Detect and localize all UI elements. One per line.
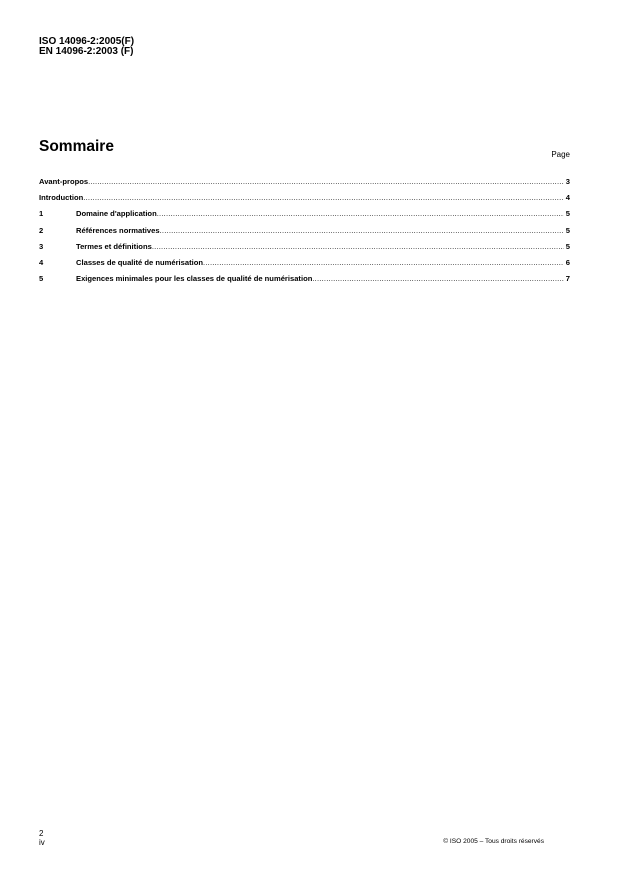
footer-page-number bbox=[39, 829, 45, 847]
document-header bbox=[39, 37, 134, 57]
dot-leader bbox=[312, 274, 563, 283]
page-number-arabic: 2 bbox=[39, 829, 44, 838]
toc-entry-number: 5 bbox=[39, 274, 44, 284]
toc-entry-page: 5 bbox=[565, 225, 570, 235]
toc-entry-page: 7 bbox=[565, 274, 570, 284]
toc-entry-introduction[interactable] bbox=[39, 193, 570, 209]
page-title: Sommaire bbox=[39, 138, 114, 155]
toc-entry-number: 1 bbox=[39, 209, 44, 219]
toc-entry-text: Références normatives bbox=[76, 225, 160, 235]
dot-leader bbox=[160, 226, 564, 235]
dot-leader bbox=[157, 209, 564, 218]
toc-entry-page: 6 bbox=[565, 257, 570, 267]
iso-reference: ISO 14096-2:2005(F) bbox=[39, 36, 135, 47]
toc-entry-page: 5 bbox=[565, 241, 570, 251]
dot-leader bbox=[152, 242, 564, 251]
toc-entry-text: Classes de qualité de numérisation bbox=[76, 257, 204, 267]
toc-entry-text: Exigences minimales pour les classes de qualité de numérisation bbox=[76, 274, 313, 284]
toc-entry-5[interactable] bbox=[39, 274, 570, 290]
toc-entry-page: 5 bbox=[565, 209, 570, 219]
page-number-roman: iv bbox=[39, 838, 45, 847]
dot-leader bbox=[83, 193, 563, 202]
toc-entry-3[interactable] bbox=[39, 242, 570, 258]
toc-entry-4[interactable] bbox=[39, 258, 570, 274]
toc-entry-text: Domaine d'application bbox=[76, 209, 157, 219]
toc-entry-page: 3 bbox=[565, 177, 570, 186]
toc-entry-avant-propos[interactable] bbox=[39, 177, 570, 193]
toc-entry-1[interactable] bbox=[39, 209, 570, 225]
dot-leader bbox=[88, 177, 564, 186]
footer-copyright: © ISO 2005 – Tous droits réservés bbox=[443, 838, 544, 845]
toc-entry-number: 2 bbox=[39, 225, 44, 235]
toc-entry-text: Termes et définitions bbox=[76, 241, 152, 251]
toc-entry-page: 4 bbox=[565, 193, 570, 203]
toc-entry-2[interactable] bbox=[39, 226, 570, 242]
page-column-label: Page bbox=[551, 150, 570, 159]
table-of-contents bbox=[39, 177, 570, 290]
toc-entry-text: Avant-propos bbox=[39, 177, 89, 186]
en-reference: EN 14096-2:2003 (F) bbox=[39, 46, 134, 57]
toc-entry-text: Introduction bbox=[39, 193, 84, 203]
toc-entry-number: 4 bbox=[39, 257, 44, 267]
dot-leader bbox=[203, 258, 564, 267]
toc-entry-number: 3 bbox=[39, 241, 44, 251]
